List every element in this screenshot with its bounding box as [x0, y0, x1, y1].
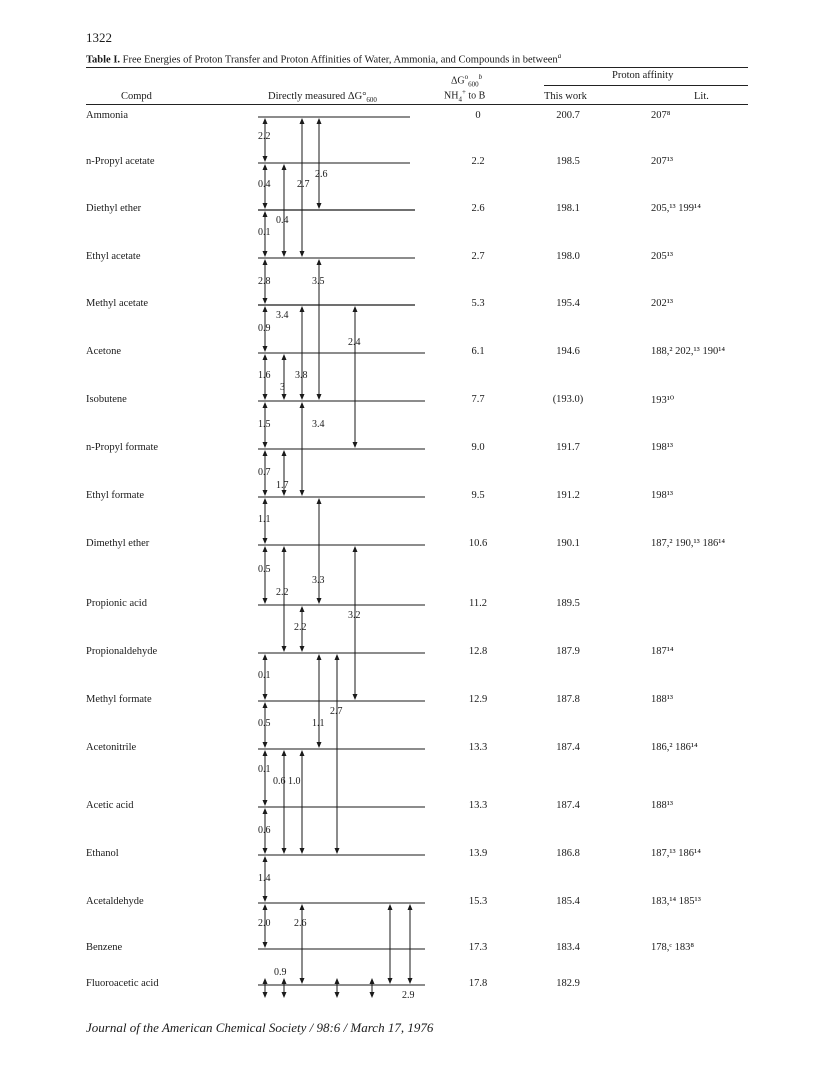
arrow-head	[263, 856, 268, 862]
row-proton-affinity: 186.8	[556, 848, 580, 859]
row-delta-g: 9.5	[471, 490, 485, 501]
arrow-head	[300, 904, 305, 910]
row-delta-g: 13.9	[468, 848, 488, 859]
row-compound: Diethyl ether	[86, 203, 142, 214]
row-compound: Ammonia	[86, 110, 128, 121]
row-compound: Acetaldehyde	[86, 896, 144, 907]
arrow-head	[300, 306, 305, 312]
row-delta-g: 9.0	[471, 442, 485, 453]
transfer-value-label: 2.0	[258, 918, 271, 929]
row-compound: Fluoroacetic acid	[86, 978, 159, 989]
arrow-head	[300, 606, 305, 612]
row-literature: 188¹³	[651, 694, 674, 705]
arrow-head	[263, 992, 268, 998]
page-number: 1322	[86, 30, 112, 45]
arrow-head	[408, 978, 413, 984]
arrow-head	[263, 490, 268, 496]
arrow-head	[263, 298, 268, 304]
row-delta-g: 17.3	[468, 942, 488, 953]
arrow-head	[388, 978, 393, 984]
row-compound: Methyl formate	[86, 694, 152, 705]
arrow-head	[408, 904, 413, 910]
row-literature: 198¹³	[651, 442, 674, 453]
arrow-head	[353, 442, 358, 448]
header-proton-affinity: Proton affinity	[612, 70, 674, 81]
row-literature: 188¹³	[651, 800, 674, 811]
arrow-head	[263, 742, 268, 748]
transfer-value-label: 2.7	[297, 179, 310, 190]
arrow-head	[300, 402, 305, 408]
row-delta-g: 0	[475, 110, 481, 121]
header-compd: Compd	[121, 91, 152, 102]
transfer-value-label: 3.5	[312, 276, 325, 287]
arrow-head	[263, 498, 268, 504]
arrow-head	[263, 978, 268, 984]
row-literature: 205,¹³ 199¹⁴	[651, 203, 701, 214]
transfer-value-label: 2.2	[294, 622, 307, 633]
arrow-head	[282, 646, 287, 652]
transfer-value-label: 0.1	[258, 227, 271, 238]
arrow-head	[263, 896, 268, 902]
arrow-head	[263, 156, 268, 162]
arrow-head	[335, 654, 340, 660]
arrow-head	[370, 992, 375, 998]
row-proton-affinity: 189.5	[556, 598, 580, 609]
row-literature: 193¹⁰	[651, 395, 675, 406]
arrow-head	[335, 992, 340, 998]
transfer-value-label: 0.1	[258, 670, 271, 681]
arrow-head	[263, 402, 268, 408]
row-delta-g: 10.6	[468, 538, 488, 549]
row-delta-g: 12.9	[468, 694, 488, 705]
transfer-value-label: 0.5	[258, 718, 271, 729]
arrow-head	[282, 978, 287, 984]
transfer-value-label: 3.3	[312, 575, 325, 586]
row-delta-g: 7.7	[471, 394, 485, 405]
transfer-value-label: 3.4	[312, 419, 325, 430]
transfer-value-label: 0.6	[258, 825, 271, 836]
row-compound: Propionic acid	[86, 598, 147, 609]
table-title: Free Energies of Proton Transfer and Proton Affinities of Water, Ammonia, and Compounds in between	[122, 54, 558, 66]
row-compound: Ethyl formate	[86, 490, 145, 501]
arrow-head	[335, 978, 340, 984]
arrow-head	[317, 118, 322, 124]
arrow-head	[263, 538, 268, 544]
arrow-head	[263, 750, 268, 756]
row-delta-g: 13.3	[468, 742, 488, 753]
arrow-head	[263, 702, 268, 708]
row-literature: 205¹³	[651, 251, 674, 262]
arrow-head	[263, 259, 268, 265]
row-proton-affinity: 198.1	[556, 203, 580, 214]
row-proton-affinity: 187.8	[556, 694, 580, 705]
row-delta-g: 5.3	[471, 298, 485, 309]
arrow-head	[263, 211, 268, 217]
row-proton-affinity: 200.7	[556, 110, 580, 121]
row-compound: Acetonitrile	[86, 742, 137, 753]
transfer-value-label: 0.4	[276, 215, 289, 226]
arrow-head	[300, 490, 305, 496]
row-proton-affinity: (193.0)	[552, 394, 584, 405]
row-proton-affinity: 198.5	[556, 156, 580, 167]
transfer-value-label: 1.4	[258, 873, 271, 884]
arrow-head	[263, 306, 268, 312]
arrow-head	[370, 978, 375, 984]
caption-footnote-mark: a	[557, 52, 562, 60]
transfer-value-label: 0.9	[274, 967, 287, 978]
header-dg-line2: $NH_4^+$ to B	[444, 88, 486, 104]
row-compound: Propionaldehyde	[86, 646, 158, 657]
row-compound: Dimethyl ether	[86, 538, 150, 549]
row-delta-g: 6.1	[471, 346, 485, 357]
row-delta-g: 13.3	[468, 800, 488, 811]
arrow-head	[317, 654, 322, 660]
row-literature: 207¹³	[651, 156, 674, 167]
row-proton-affinity: 191.2	[556, 490, 580, 501]
arrow-head	[282, 450, 287, 456]
row-delta-g: 2.6	[471, 203, 485, 214]
row-literature: 187¹⁴	[651, 646, 674, 657]
arrow-head	[300, 646, 305, 652]
row-literature: 187,¹³ 186¹⁴	[651, 848, 701, 859]
arrow-head	[263, 654, 268, 660]
header-dg-line1: $\Delta G^o_{600}^b$	[451, 73, 483, 89]
row-compound: Methyl acetate	[86, 298, 149, 309]
arrow-head	[282, 164, 287, 170]
arrow-head	[263, 808, 268, 814]
row-delta-g: 12.8	[468, 646, 488, 657]
transfer-value-label: 2.9	[402, 990, 415, 1001]
transfer-value-label: 2.2	[276, 587, 289, 598]
arrow-head	[282, 251, 287, 257]
row-proton-affinity: 187.4	[556, 800, 580, 811]
arrow-head	[282, 546, 287, 552]
row-proton-affinity: 198.0	[556, 251, 580, 262]
row-delta-g: 15.3	[468, 896, 488, 907]
arrow-head	[263, 442, 268, 448]
arrow-head	[282, 750, 287, 756]
arrow-head	[263, 800, 268, 806]
row-proton-affinity: 182.9	[556, 978, 580, 989]
transfer-value-label: 2.6	[294, 918, 307, 929]
arrow-head	[317, 259, 322, 265]
row-proton-affinity: 185.4	[556, 896, 580, 907]
arrow-head	[300, 978, 305, 984]
transfer-value-label: 0.6 1.0	[273, 776, 301, 787]
arrow-head	[263, 904, 268, 910]
arrow-head	[263, 598, 268, 604]
row-proton-affinity: 194.6	[556, 346, 580, 357]
arrow-head	[317, 203, 322, 209]
row-compound: Ethanol	[86, 848, 119, 859]
arrow-head	[353, 306, 358, 312]
row-delta-g: 2.2	[471, 156, 485, 167]
transfer-value-label: 2.4	[348, 337, 361, 348]
arrow-head	[263, 694, 268, 700]
arrow-head	[317, 742, 322, 748]
transfer-value-label: 3	[280, 382, 285, 393]
transfer-value-label: 1.1	[258, 514, 271, 525]
arrow-head	[353, 546, 358, 552]
row-literature: 188,² 202,¹³ 190¹⁴	[651, 346, 726, 357]
row-compound: Acetone	[86, 346, 121, 357]
row-compound: Acetic acid	[86, 800, 134, 811]
header-directly-measured: Directly measured $\Delta G^\circ_{600}$	[268, 91, 377, 105]
transfer-value-label: 2.8	[258, 276, 271, 287]
arrow-head	[263, 164, 268, 170]
arrow-head	[388, 904, 393, 910]
transfer-value-label: 1.7	[276, 480, 289, 491]
row-proton-affinity: 191.7	[556, 442, 580, 453]
arrow-head	[300, 251, 305, 257]
transfer-value-label: 0.5	[258, 564, 271, 575]
arrow-head	[300, 848, 305, 854]
journal-footer: Journal of the American Chemical Society / 98:6 / March 17, 1976	[86, 1020, 434, 1035]
arrow-head	[263, 118, 268, 124]
arrow-head	[300, 394, 305, 400]
arrow-head	[263, 942, 268, 948]
row-proton-affinity: 183.4	[556, 942, 580, 953]
row-literature: 183,¹⁴ 185¹³	[651, 896, 701, 907]
row-compound: n-Propyl acetate	[86, 156, 155, 167]
transfer-value-label: 0.1	[258, 764, 271, 775]
row-literature: 202¹³	[651, 298, 674, 309]
arrow-head	[282, 992, 287, 998]
arrow-head	[282, 848, 287, 854]
arrow-head	[335, 848, 340, 854]
arrow-head	[317, 598, 322, 604]
arrow-head	[263, 394, 268, 400]
arrow-head	[282, 354, 287, 360]
transfer-value-label: 0.7	[258, 467, 271, 478]
arrow-head	[263, 546, 268, 552]
row-proton-affinity: 187.4	[556, 742, 580, 753]
arrow-head	[300, 750, 305, 756]
arrow-head	[263, 848, 268, 854]
arrow-head	[263, 203, 268, 209]
row-literature: 186,² 186¹⁴	[651, 742, 698, 753]
transfer-value-label: 1.1	[312, 718, 325, 729]
transfer-value-label: 3.8	[295, 370, 308, 381]
transfer-value-label: 2.6	[315, 169, 328, 180]
transfer-value-label: 0.4	[258, 179, 271, 190]
transfer-value-label: 1.6	[258, 370, 271, 381]
arrow-head	[263, 346, 268, 352]
row-proton-affinity: 187.9	[556, 646, 580, 657]
row-delta-g: 11.2	[469, 598, 487, 609]
arrow-head	[282, 394, 287, 400]
row-literature: 187,² 190,¹³ 186¹⁴	[651, 538, 726, 549]
row-compound: Benzene	[86, 942, 123, 953]
row-delta-g: 17.8	[468, 978, 488, 989]
transfer-value-label: 2.7	[330, 706, 343, 717]
transfer-value-label: 3.4	[276, 310, 289, 321]
arrow-head	[263, 450, 268, 456]
arrow-head	[317, 394, 322, 400]
row-literature: 207⁸	[651, 110, 671, 121]
row-compound: n-Propyl formate	[86, 442, 159, 453]
header-lit: Lit.	[694, 91, 709, 102]
transfer-value-label: 2.2	[258, 131, 271, 142]
row-compound: Isobutene	[86, 394, 127, 405]
row-literature: 178,ᶜ 183⁸	[651, 942, 695, 953]
transfer-value-label: 3.2	[348, 610, 361, 621]
arrow-head	[300, 118, 305, 124]
row-literature: 198¹³	[651, 490, 674, 501]
row-delta-g: 2.7	[471, 251, 485, 262]
table-label: Table I.	[86, 54, 121, 66]
arrow-head	[353, 694, 358, 700]
transfer-value-label: 1.5	[258, 419, 271, 430]
transfer-value-label: 0.9	[258, 323, 271, 334]
row-proton-affinity: 195.4	[556, 298, 580, 309]
arrow-head	[263, 251, 268, 257]
row-compound: Ethyl acetate	[86, 251, 141, 262]
arrow-head	[317, 498, 322, 504]
header-this-work: This work	[544, 91, 587, 102]
row-proton-affinity: 190.1	[556, 538, 580, 549]
arrow-head	[263, 354, 268, 360]
